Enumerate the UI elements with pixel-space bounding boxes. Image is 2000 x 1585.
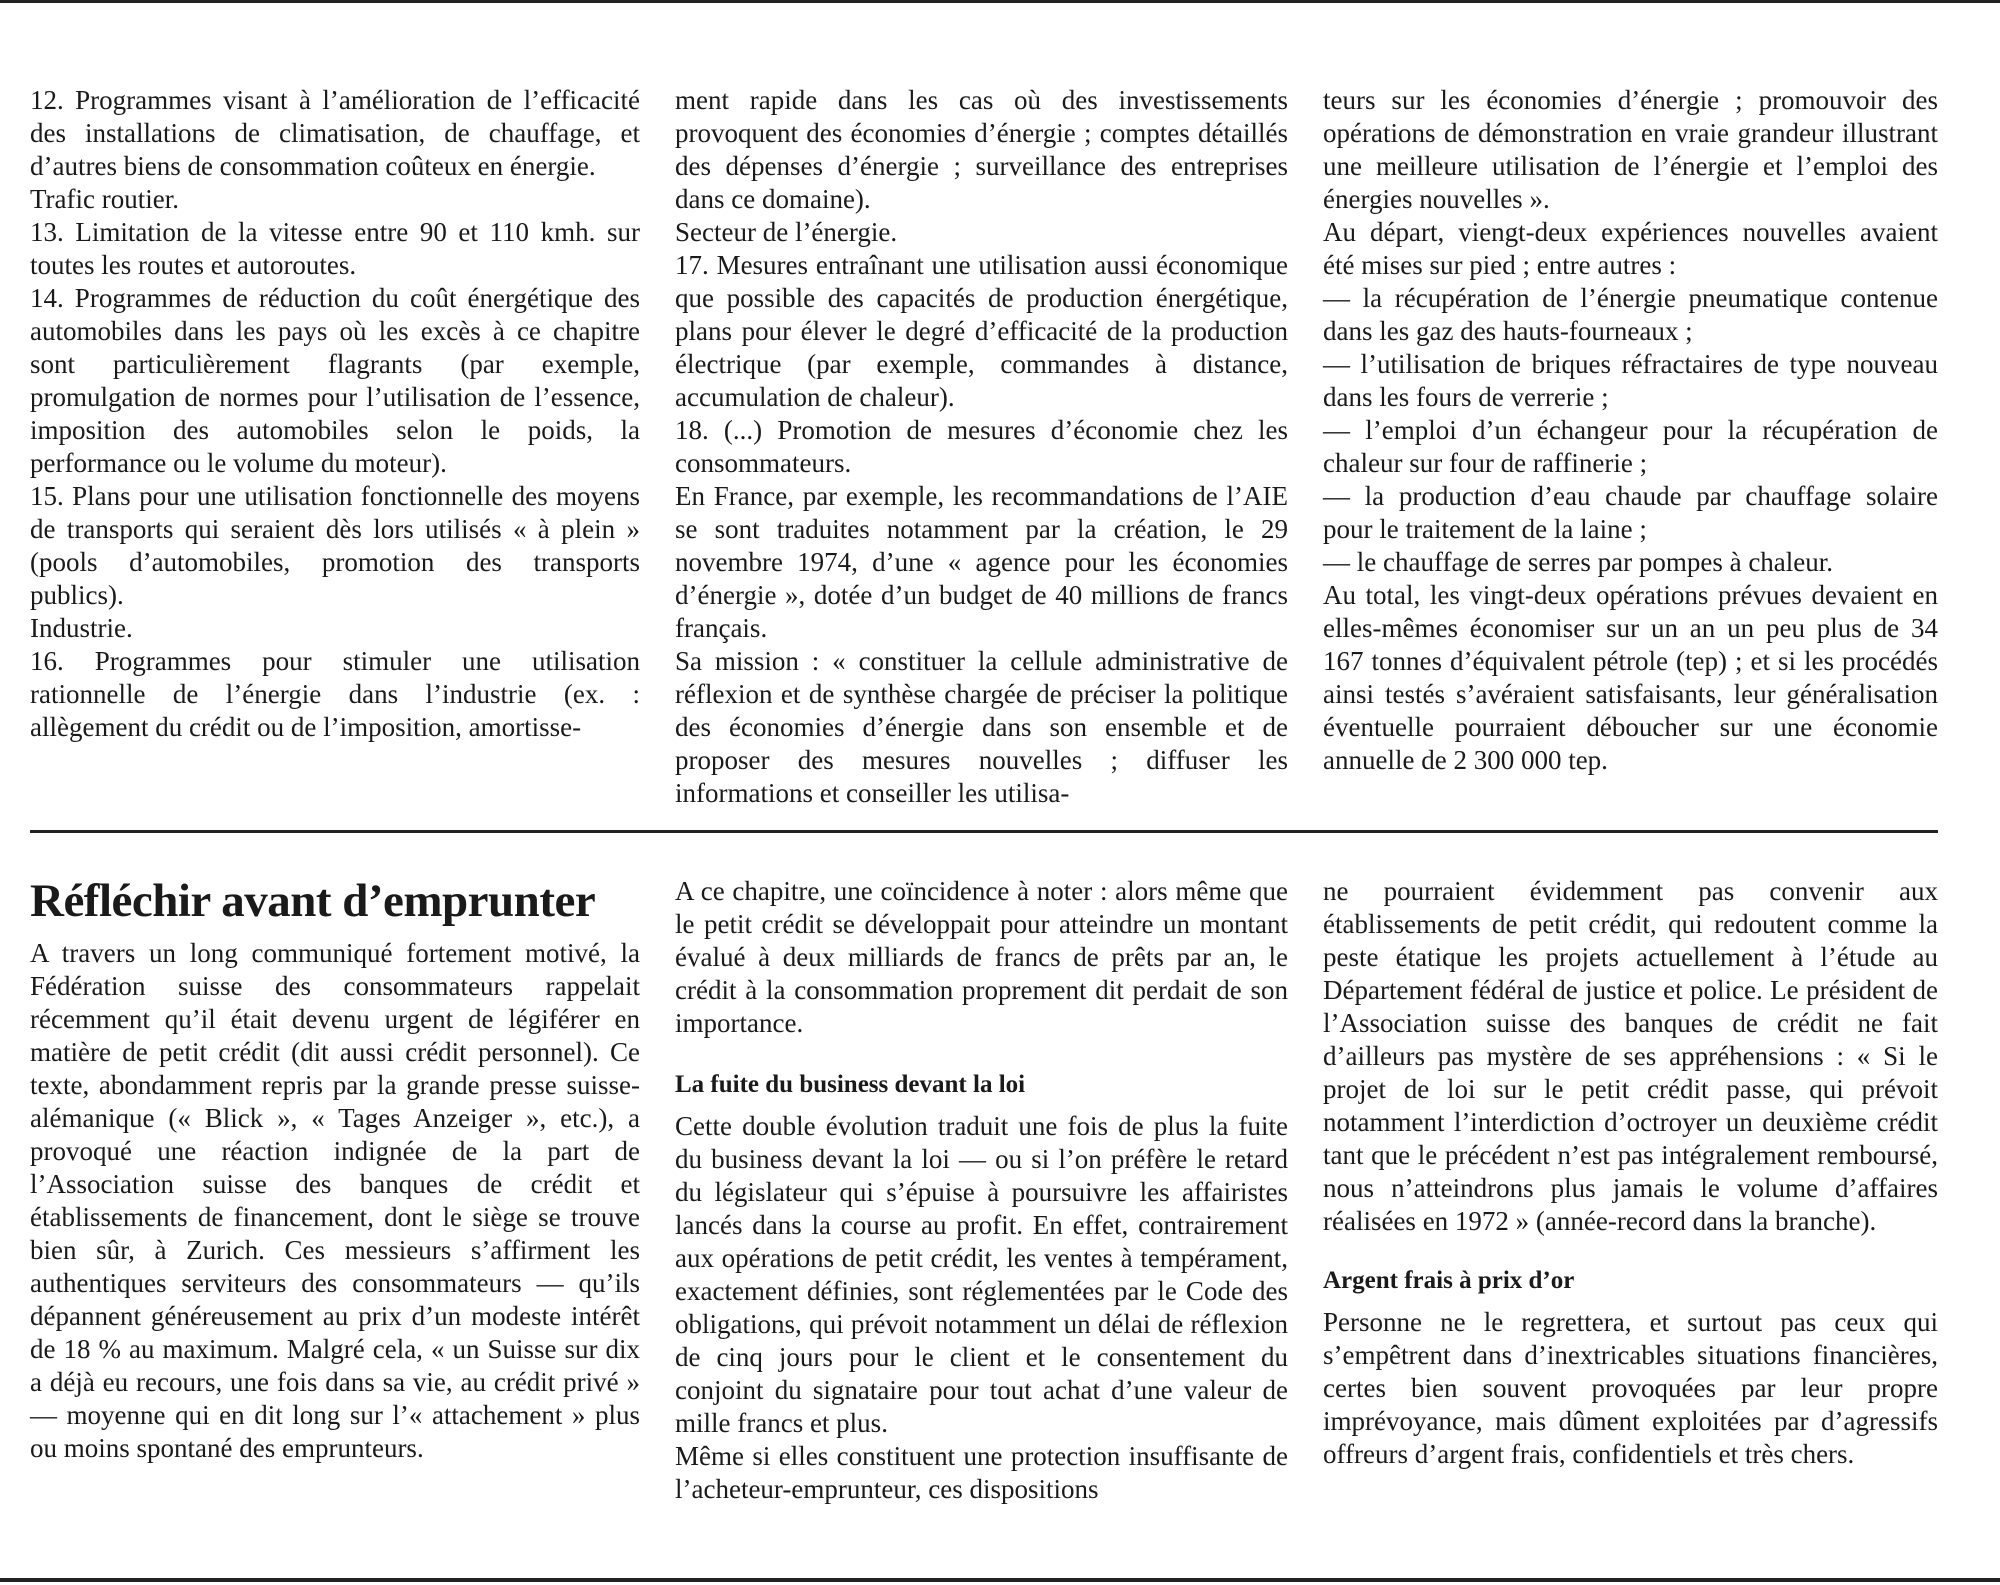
paragraph: A travers un long communiqué fortement motivé, la Fédération suisse des consommateurs rappelait récemment qu’il était devenu urgent de légiférer en matière de petit crédit (dit aussi crédit personnel). Ce texte, abondamment repris par la grande presse suisse-alémanique (« Blick », « Tages Anzeiger », etc.), a provoqué une réaction indignée de la part de l’Association suisse des banques de crédit et établissements de financement, dont le siège se trouve bien sûr, à Zurich. Ces messieurs s’affirment les authentiques serviteurs des consommateurs — qu’ils dépannent généreusement au prix d’un modeste intérêt de 18 % au maximum. Malgré cela, « un Suisse sur dix a déjà eu recours, une fois dans sa vie, au crédit privé » — moyenne qui en dit long sur l’« attachement » plus ou moins spontané des emprunteurs. (30, 938, 640, 1463)
paragraph: 13. Limitation de la vitesse entre 90 et 110 kmh. sur toutes les routes et autoroutes. (30, 217, 640, 280)
article-column-1 (30, 875, 640, 1570)
subheading: Argent frais à prix d’or (1323, 1267, 1575, 1294)
paragraph: En France, par exemple, les recommandations de l’AIE se sont traduites notamment par la création, le 29 novembre 1974, d’une « agence pour les économies d’énergie », dotée d’un budget de 40 millions de francs français. (675, 481, 1288, 643)
paragraph: 15. Plans pour une utilisation fonctionnelle des moyens de transports qui seraient dès lors utilisés « à plein » (pools d’automobiles, promotion des transports publics). (30, 481, 640, 610)
paragraph: Industrie. (30, 613, 133, 643)
paragraph: Trafic routier. (30, 184, 179, 214)
bottom-rule (0, 1578, 2000, 1582)
article-column-2 (675, 875, 1288, 1570)
article-title: Réfléchir avant d’emprunter (30, 875, 596, 927)
top-column-2 (675, 84, 1288, 814)
paragraph: teurs sur les économies d’énergie ; promouvoir des opérations de démonstration en vraie grandeur illustrant une meilleure utilisation de l’énergie et l’emploi des énergies nouvelles ». (1323, 85, 1938, 214)
paragraph: Sa mission : « constituer la cellule administrative de réflexion et de synthèse chargée de préciser la politique des économies d’énergie dans son ensemble et de proposer des mesures nouvelles ; diffuser les informations et conseiller les utilisa- (675, 646, 1288, 808)
paragraph: ne pourraient évidemment pas convenir aux établissements de petit crédit, qui redoutent comme la peste étatique les projets actuellement à l’étude au Département fédéral de justice et police. Le président de l’Association suisse des banques de crédit ne fait d’ailleurs pas mystère de ses appréhensions : « Si le projet de loi sur le petit crédit passe, qui prévoit notamment l’interdiction d’octroyer un deuxième crédit tant que le précédent n’est pas intégralement remboursé, nous n’atteindrons plus jamais le volume d’affaires réalisées en 1972 » (année-record dans la branche). (1323, 876, 1938, 1236)
paragraph: — la récupération de l’énergie pneumatique contenue dans les gaz des hauts-fourneaux ; (1323, 283, 1938, 346)
paragraph: A ce chapitre, une coïncidence à noter : alors même que le petit crédit se développait pour atteindre un montant évalué à deux milliards de francs de prêts par an, le crédit à la consommation proprement dit perdait de son importance. (675, 876, 1288, 1038)
paragraph: 12. Programmes visant à l’amélioration de l’efficacité des installations de climatisation, de chauffage, et d’autres biens de consommation coûteux en énergie. (30, 85, 640, 181)
top-column-3 (1323, 84, 1938, 814)
paragraph: — l’emploi d’un échangeur pour la récupération de chaleur sur four de raffinerie ; (1323, 415, 1938, 478)
paragraph: — la production d’eau chaude par chauffage solaire pour le traitement de la laine ; (1323, 481, 1938, 544)
paragraph: 14. Programmes de réduction du coût énergétique des automobiles dans les pays où les excès à ce chapitre sont particulièrement flagrants (par exemple, promulgation de normes pour l’utilisation de l’essence, imposition des automobiles selon le poids, la performance ou le volume du moteur). (30, 283, 640, 478)
paragraph: Cette double évolution traduit une fois de plus la fuite du business devant la loi — ou si l’on préfère le retard du législateur qui s’épuise à poursuivre les affairistes lancés dans la course au profit. En effet, contrairement aux opérations de petit crédit, les ventes à tempérament, exactement définies, sont réglementées par le Code des obligations, qui prévoit notamment un délai de réflexion de cinq jours pour le client et le consentement du conjoint du signataire pour tout achat d’une valeur de mille francs et plus. (675, 1111, 1288, 1438)
paragraph: — le chauffage de serres par pompes à chaleur. (1323, 547, 1834, 577)
paragraph: 16. Programmes pour stimuler une utilisation rationnelle de l’énergie dans l’industrie (ex. : allègement du crédit ou de l’imposition, amortisse- (30, 646, 640, 742)
paragraph: Personne ne le regrettera, et surtout pas ceux qui s’empêtrent dans d’inextricables situations financières, certes bien souvent provoquées par leur propre imprévoyance, mais dûment exploitées par d’agressifs offreurs d’argent frais, confidentiels et très chers. (1323, 1307, 1938, 1469)
paragraph: 18. (...) Promotion de mesures d’économie chez les consommateurs. (675, 415, 1288, 478)
paragraph: — l’utilisation de briques réfractaires de type nouveau dans les fours de verrerie ; (1323, 349, 1938, 412)
paragraph: Au départ, viengt-deux expériences nouvelles avaient été mises sur pied ; entre autres : (1323, 217, 1938, 280)
subheading: La fuite du business devant la loi (675, 1071, 1026, 1098)
paragraph: Secteur de l’énergie. (675, 217, 898, 247)
top-column-1 (30, 84, 640, 814)
paragraph: Même si elles constituent une protection insuffisante de l’acheteur-emprunteur, ces dispositions (675, 1441, 1288, 1504)
paragraph: ment rapide dans les cas où des investissements provoquent des économies d’énergie ; comptes détaillés des dépenses d’énergie ; surveillance des entreprises dans ce domaine). (675, 85, 1288, 214)
top-rule (0, 0, 2000, 3)
paragraph: Au total, les vingt-deux opérations prévues devaient en elles-mêmes économiser sur un an un peu plus de 34 167 tonnes d’équivalent pétrole (tep) ; et si les procédés ainsi testés s’avéraient satisfaisants, leur généralisation éventuelle pourraient déboucher sur une économie annuelle de 2 300 000 tep. (1323, 580, 1938, 775)
paragraph: 17. Mesures entraînant une utilisation aussi économique que possible des capacités de production énergétique, plans pour élever le degré d’efficacité de la production électrique (par exemple, commandes à distance, accumulation de chaleur). (675, 250, 1288, 412)
section-divider (30, 830, 1938, 833)
article-column-3 (1323, 875, 1938, 1570)
